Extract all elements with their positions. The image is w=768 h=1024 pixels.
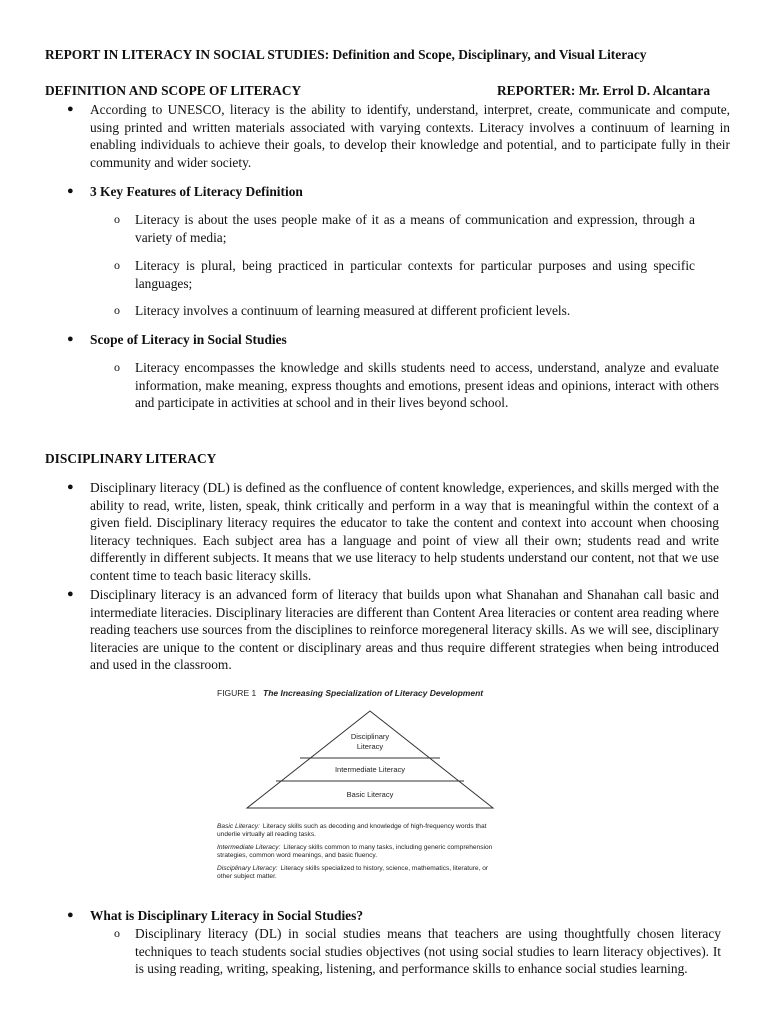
- bullet-icon: ●: [67, 481, 74, 493]
- note-text-basic-1: Literacy skills such as decoding and knowledge of high-frequency words that: [262, 823, 487, 830]
- scope-item: Literacy encompasses the knowledge and skills students need to access, understand, analyze and evaluate information, make meaning, express thoughts and emotions, present ideas and opinions, interact with others and participate in activities at school and in their lives beyond school.: [135, 360, 719, 410]
- note-term-intermediate: Intermediate Literacy:: [217, 844, 281, 851]
- reporter-name: REPORTER: Mr. Errol D. Alcantara: [497, 83, 711, 98]
- pyramid-tier-intermediate: Intermediate Literacy: [334, 765, 406, 774]
- bullet-icon: ●: [67, 185, 74, 197]
- note-text-disciplinary-2: other subject matter.: [217, 873, 277, 880]
- circle-bullet-icon: o: [114, 258, 120, 272]
- circle-bullet-icon: o: [114, 212, 120, 226]
- disciplinary-paragraph-1: Disciplinary literacy (DL) is defined as the confluence of content knowledge, experiences, and skills merged with the ability to read, write, listen, speak, think critically and perform in a way that is meaningful within the context of a given field. Disciplinary literacy requires the educator to take the content and context into account when choosing literacy techniques. Each subject area has a language and point of view all their own; students read and write differently in different subjects. It means that we use literacy to help students understand our content, not that we use content time to teach basic literacy skills.: [90, 480, 719, 583]
- bullet-icon: ●: [67, 333, 74, 345]
- pyramid-tier-basic: Basic Literacy: [346, 790, 394, 799]
- note-text-basic-2: underlie virtually all reading tasks.: [217, 831, 316, 838]
- dl-social-studies-item: Disciplinary literacy (DL) in social studies means that teachers are using thoughtfully chosen literacy techniques to teach students social studies objectives (not using social studies to learn literacy objectives). It is using reading, writing, speaking, listening, and performance skills to enhance social studies learning.: [135, 926, 721, 976]
- figure-notes: [217, 823, 493, 880]
- bullet-icon: ●: [67, 909, 74, 921]
- scope-heading: Scope of Literacy in Social Studies: [90, 332, 287, 347]
- figure-label: FIGURE 1: [217, 688, 257, 698]
- figure-caption: The Increasing Specialization of Literacy Development: [263, 688, 484, 698]
- svg-text:Disciplinary Literacy:Literacy: [217, 865, 489, 872]
- pyramid-tier-disciplinary-line1: Disciplinary: [350, 732, 390, 741]
- key-features-heading: 3 Key Features of Literacy Definition: [90, 184, 303, 199]
- unesco-definition: According to UNESCO, literacy is the ability to identify, understand, interpret, create, communicate and compute, using printed and written materials associated with varying contexts. Literacy involves a continuum of learning in enabling individuals to achieve their goals, to develop their knowledge and potential, and to participate fully in their community and wider society.: [90, 102, 730, 170]
- bullet-icon: ●: [67, 588, 74, 600]
- note-text-intermediate-1: Literacy skills common to many tasks, including generic comprehension: [283, 844, 493, 851]
- circle-bullet-icon: o: [114, 926, 120, 940]
- section-heading-disciplinary: DISCIPLINARY LITERACY: [45, 451, 217, 466]
- disciplinary-paragraph-2: Disciplinary literacy is an advanced form of literacy that builds upon what Shanahan and Shanahan call basic and intermediate literacies. Disciplinary literacies are different than Content Area literacies or content area reading where reading teachers use sources from the disciplines to reinforce moregeneral literacy skills. As we will see, disciplinary literacies are unique to the content or disciplinary areas and thus require different strategies when being introduced and used in the classroom.: [90, 587, 719, 672]
- literacy-pyramid-figure: [205, 683, 545, 883]
- circle-bullet-icon: o: [114, 303, 120, 317]
- section-heading-dl-social-studies: What is Disciplinary Literacy in Social Studies?: [90, 908, 364, 923]
- note-text-intermediate-2: strategies, common word meanings, and basic fluency.: [217, 852, 378, 859]
- key-feature-item: Literacy is plural, being practiced in particular contexts for particular purposes and using specific languages;: [135, 258, 695, 291]
- note-term-disciplinary: Disciplinary Literacy:: [217, 865, 278, 872]
- note-text-disciplinary-1: Literacy skills specialized to history, science, mathematics, literature, or: [280, 865, 489, 872]
- svg-text:Basic Literacy:Literacy skills: [217, 823, 487, 830]
- note-term-basic: Basic Literacy:: [217, 823, 260, 830]
- key-feature-item: Literacy is about the uses people make of it as a means of communication and expression, through a variety of media;: [135, 212, 695, 245]
- document-title: REPORT IN LITERACY IN SOCIAL STUDIES: Definition and Scope, Disciplinary, and Visual Literacy: [45, 47, 647, 62]
- bullet-icon: ●: [67, 103, 74, 115]
- section-heading-definition: DEFINITION AND SCOPE OF LITERACY: [45, 83, 302, 98]
- circle-bullet-icon: o: [114, 360, 120, 374]
- pyramid-tier-disciplinary-line2: Literacy: [356, 742, 384, 751]
- svg-text:Intermediate Literacy:Literacy: [217, 844, 493, 851]
- key-feature-item: Literacy involves a continuum of learning measured at different proficient levels.: [135, 303, 571, 318]
